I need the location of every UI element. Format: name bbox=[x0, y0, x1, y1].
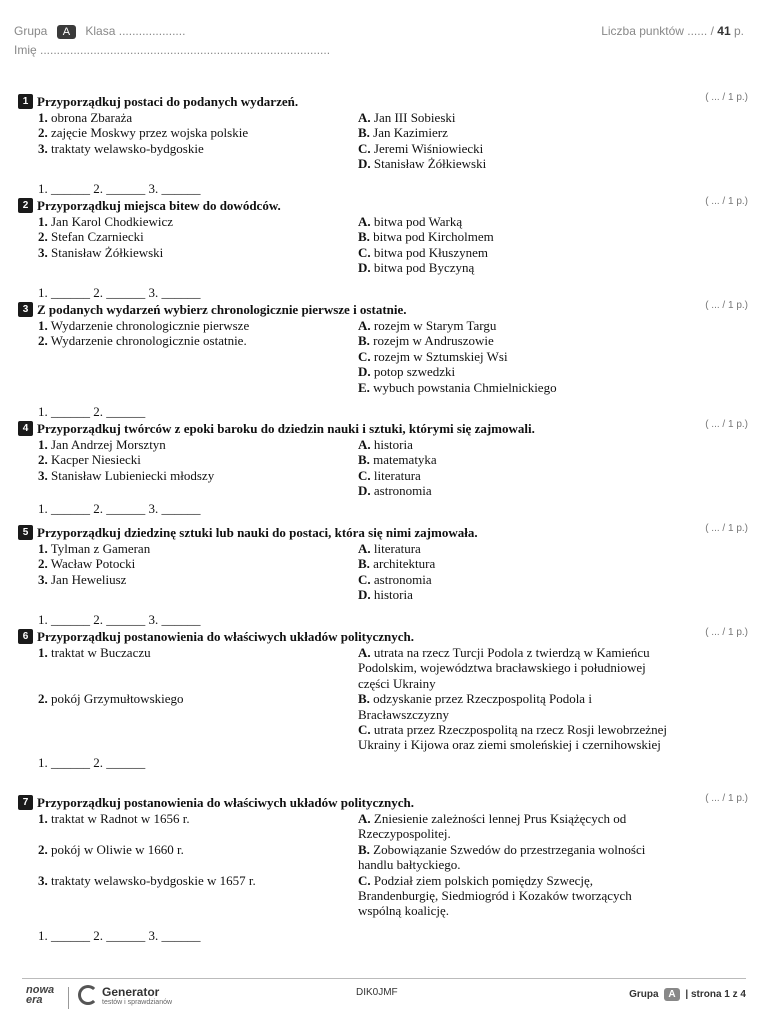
task-number: 2 bbox=[18, 198, 33, 213]
task-points: ( ... / 1 p.) bbox=[705, 196, 748, 207]
left-item: 1. traktat w Buczaczu bbox=[38, 645, 151, 660]
task-title: Przyporządkuj postanowienia do właściwych układów politycznych. bbox=[37, 629, 415, 644]
right-item: A. literatura bbox=[358, 541, 421, 556]
task-2 bbox=[18, 198, 748, 300]
left-item: 3. Stanisław Lubieniecki młodszy bbox=[38, 467, 215, 483]
left-item: 1. Tylman z Gameran bbox=[38, 541, 151, 556]
group-label: Grupa bbox=[14, 24, 48, 38]
points-summary: Liczba punktów ...... / 41 p. bbox=[601, 24, 744, 38]
task-number: 4 bbox=[18, 421, 33, 436]
right-item: B. Jan Kazimierz bbox=[358, 125, 448, 141]
answer-line[interactable]: 1. ______ 2. ______ 3. ______ bbox=[38, 284, 201, 300]
right-item: A. bitwa pod Warką bbox=[358, 214, 463, 229]
right-item: D. potop szwedzki bbox=[358, 364, 456, 380]
right-item: C. rozejm w Sztumskiej Wsi bbox=[358, 348, 508, 364]
task-title: Przyporządkuj miejsca bitew do dowódców. bbox=[37, 198, 281, 213]
answer-line[interactable]: 1. ______ 2. ______ 3. ______ bbox=[38, 611, 201, 627]
task-points: ( ... / 1 p.) bbox=[705, 523, 748, 534]
left-item: 1. Jan Andrzej Morsztyn bbox=[38, 437, 166, 452]
footer-divider bbox=[68, 987, 69, 1009]
left-item: 3. Stanisław Żółkiewski bbox=[38, 244, 164, 260]
right-item: A. historia bbox=[358, 437, 413, 452]
header-row-1 bbox=[14, 24, 744, 40]
task-5 bbox=[18, 525, 748, 627]
right-item: D. bitwa pod Byczyną bbox=[358, 260, 475, 276]
class-label: Klasa .................... bbox=[85, 24, 186, 38]
right-item: A. rozejm w Starym Targu bbox=[358, 318, 497, 333]
task-3 bbox=[18, 302, 748, 419]
task-title: Przyporządkuj dziedzinę sztuki lub nauki do postaci, która się nimi zajmowała. bbox=[37, 525, 478, 540]
left-item: 2. Stefan Czarniecki bbox=[38, 229, 144, 245]
left-item: 1. traktat w Radnot w 1656 r. bbox=[38, 811, 190, 826]
task-7 bbox=[18, 795, 748, 943]
task-6 bbox=[18, 629, 748, 770]
right-item: D. Stanisław Żółkiewski bbox=[358, 156, 487, 172]
right-item: C. Podział ziem polskich pomiędzy Szwecję, Brandenburgię, Siedmiogród i Kozaków tworzących wspólną koalicję. bbox=[358, 872, 632, 919]
left-item: 1. obrona Zbaraża bbox=[38, 110, 133, 125]
left-item: 2. Wacław Potocki bbox=[38, 556, 136, 572]
task-title: Przyporządkuj postanowienia do właściwych układów politycznych. bbox=[37, 795, 415, 810]
task-title: Przyporządkuj postaci do podanych wydarzeń. bbox=[37, 94, 299, 109]
name-field-label: Imię ....................................................................................... bbox=[14, 43, 331, 57]
right-item: A. Jan III Sobieski bbox=[358, 110, 456, 125]
right-item: B. bitwa pod Kircholmem bbox=[358, 229, 494, 245]
right-item: C. astronomia bbox=[358, 571, 432, 587]
footer: nowa era Generator testów i sprawdzianów DIK0JMF Grupa A | strona 1 z 4 bbox=[22, 978, 746, 1019]
left-item: 2. Wydarzenie chronologicznie ostatnie. bbox=[38, 333, 247, 349]
left-item: 2. zajęcie Moskwy przez wojska polskie bbox=[38, 125, 249, 141]
task-number: 5 bbox=[18, 525, 33, 540]
left-item: 2. pokój Grzymułtowskiego bbox=[38, 691, 184, 706]
task-points: ( ... / 1 p.) bbox=[705, 793, 748, 804]
answer-line[interactable]: 1. ______ 2. ______ 3. ______ bbox=[38, 927, 201, 943]
right-item: B. matematyka bbox=[358, 452, 437, 468]
nowa-era-logo: nowa era bbox=[26, 984, 55, 1006]
left-item: 3. traktaty welawsko-bydgoskie w 1657 r. bbox=[38, 873, 256, 888]
task-points: ( ... / 1 p.) bbox=[705, 92, 748, 103]
group-badge: A bbox=[57, 25, 76, 39]
task-1 bbox=[18, 94, 748, 196]
left-item: 2. pokój w Oliwie w 1660 r. bbox=[38, 842, 184, 857]
right-item: B. architektura bbox=[358, 556, 436, 572]
task-points: ( ... / 1 p.) bbox=[705, 419, 748, 430]
document-code: DIK0JMF bbox=[356, 987, 398, 998]
left-item: 3. Jan Heweliusz bbox=[38, 571, 127, 587]
page-indicator: Grupa A | strona 1 z 4 bbox=[629, 989, 746, 1000]
right-item: A. utrata na rzecz Turcji Podola z twierdzą w Kamieńcu Podolskim, województwa bracławskiego i południowej części Ukrainy bbox=[358, 645, 650, 691]
answer-line[interactable]: 1. ______ 2. ______ 3. ______ bbox=[38, 180, 201, 196]
right-item: B. Zobowiązanie Szwedów do przestrzegania wolności handlu bałtyckiego. bbox=[358, 841, 646, 873]
answer-line[interactable]: 1. ______ 2. ______ bbox=[38, 754, 146, 770]
left-item: 2. Kacper Niesiecki bbox=[38, 452, 141, 468]
left-item: 3. traktaty welawsko-bydgoskie bbox=[38, 140, 204, 156]
right-item: C. Jeremi Wiśniowiecki bbox=[358, 140, 484, 156]
task-points: ( ... / 1 p.) bbox=[705, 627, 748, 638]
task-title: Przyporządkuj twórców z epoki baroku do dziedzin nauki i sztuki, którymi się zajmowali. bbox=[37, 421, 535, 436]
task-title: Z podanych wydarzeń wybierz chronologicznie pierwsze i ostatnie. bbox=[37, 302, 407, 317]
generator-g-icon bbox=[78, 985, 98, 1005]
task-points: ( ... / 1 p.) bbox=[705, 300, 748, 311]
task-number: 3 bbox=[18, 302, 33, 317]
right-item: D. astronomia bbox=[358, 483, 432, 499]
answer-line[interactable]: 1. ______ 2. ______ bbox=[38, 404, 146, 420]
left-item: 1. Wydarzenie chronologicznie pierwsze bbox=[38, 318, 250, 333]
right-item: D. historia bbox=[358, 587, 413, 603]
right-item: B. rozejm w Andruszowie bbox=[358, 333, 494, 349]
page-group-badge: A bbox=[664, 988, 679, 1001]
header-row-2 bbox=[14, 43, 744, 59]
right-item: C. literatura bbox=[358, 467, 421, 483]
right-item: A. Zniesienie zależności lennej Prus Książęcych od Rzeczypospolitej. bbox=[358, 811, 627, 842]
right-item: C. utrata przez Rzeczpospolitą na rzecz Rosji lewobrzeżnej Ukrainy i Kijowa oraz ziemi smoleńskiej i czernihowskiej bbox=[358, 722, 667, 753]
right-item: C. bitwa pod Kłuszynem bbox=[358, 244, 488, 260]
task-number: 6 bbox=[18, 629, 33, 644]
answer-line[interactable]: 1. ______ 2. ______ 3. ______ bbox=[38, 500, 201, 516]
right-item: B. odzyskanie przez Rzeczpospolitą Podola i Bracławszczyzny bbox=[358, 691, 592, 722]
left-item: 1. Jan Karol Chodkiewicz bbox=[38, 214, 174, 229]
task-number: 1 bbox=[18, 94, 33, 109]
task-number: 7 bbox=[18, 795, 33, 810]
right-item: E. wybuch powstania Chmielnickiego bbox=[358, 379, 557, 395]
task-4 bbox=[18, 421, 748, 516]
